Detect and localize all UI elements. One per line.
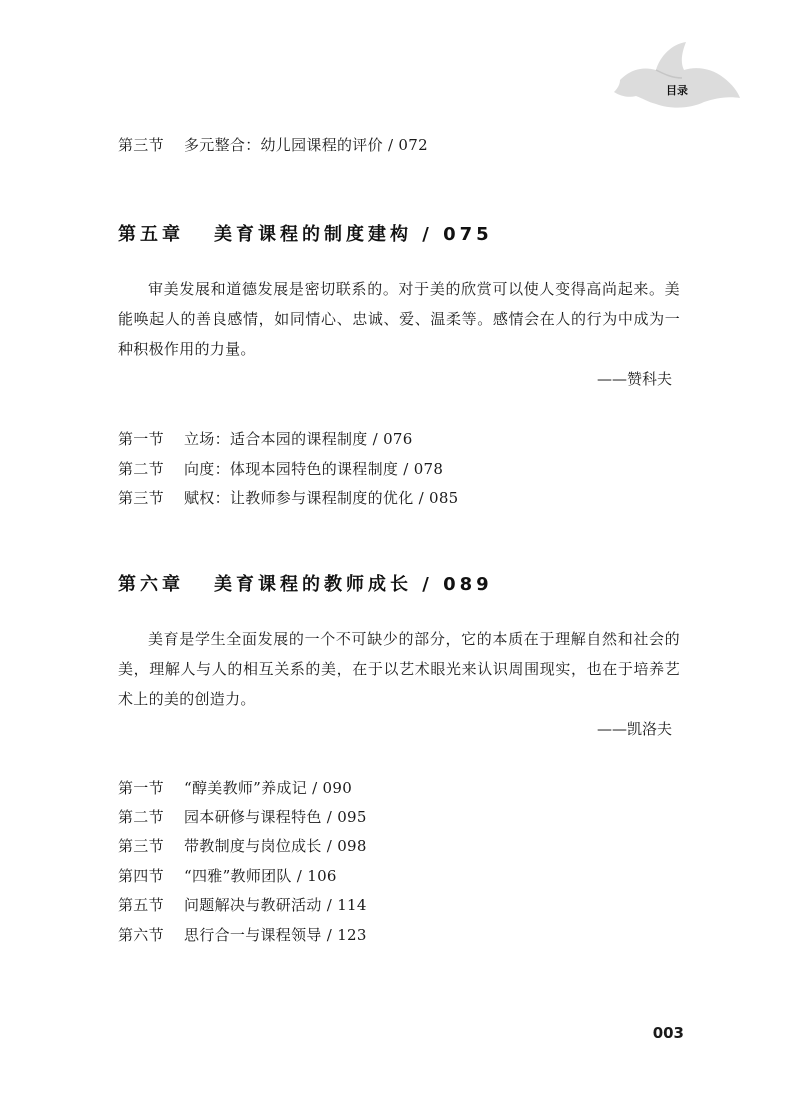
- section-number: 第三节: [118, 489, 164, 507]
- toc-entry[interactable]: [118, 777, 352, 798]
- toc-entry[interactable]: [118, 835, 367, 856]
- section-title: 问题解决与教研活动 / 114: [184, 896, 367, 914]
- section-title: 带教制度与岗位成长 / 098: [184, 837, 367, 855]
- epigraph-attribution: ——凯洛夫: [596, 720, 672, 738]
- running-header: [612, 40, 742, 112]
- section-number: 第二节: [118, 808, 164, 826]
- chapter-title: 美育课程的制度建构 / 075: [214, 224, 493, 245]
- toc-entry[interactable]: [118, 487, 459, 508]
- chapter-epigraph: 美育是学生全面发展的一个不可缺少的部分，它的本质在于理解自然和社会的美，理解人与人的相互关系的美，在于以艺术眼光来认识周围现实，也在于培养艺术上的美的创造力。: [118, 630, 680, 708]
- section-title: “四雅”教师团队 / 106: [184, 867, 337, 885]
- section-title: 思行合一与课程领导 / 123: [184, 926, 367, 944]
- toc-entry[interactable]: [118, 924, 367, 945]
- section-title: 向度：体现本园特色的课程制度 / 078: [184, 460, 444, 478]
- section-title: 多元整合：幼儿园课程的评价 / 072: [184, 136, 428, 154]
- bird-icon: [612, 40, 742, 112]
- epigraph-attribution: ——赞科夫: [596, 370, 672, 388]
- header-label: 目录: [666, 84, 688, 97]
- toc-entry[interactable]: [118, 865, 337, 886]
- toc-entry[interactable]: [118, 894, 367, 915]
- section-number: 第三节: [118, 837, 164, 855]
- section-title: 园本研修与课程特色 / 095: [184, 808, 367, 826]
- toc-entry[interactable]: [118, 806, 367, 827]
- chapter-heading[interactable]: [118, 570, 493, 596]
- chapter-heading[interactable]: [118, 220, 493, 246]
- toc-entry[interactable]: [118, 458, 443, 479]
- page-number: 003: [652, 1024, 684, 1042]
- chapter-number: 第五章: [118, 224, 184, 245]
- section-title: “醇美教师”养成记 / 090: [184, 779, 353, 797]
- section-number: 第五节: [118, 896, 164, 914]
- section-number: 第六节: [118, 926, 164, 944]
- section-number: 第三节: [118, 136, 164, 154]
- chapter-number: 第六章: [118, 574, 184, 595]
- section-number: 第一节: [118, 779, 164, 797]
- chapter-epigraph: 审美发展和道德发展是密切联系的。对于美的欣赏可以使人变得高尚起来。美能唤起人的善良感情，如同情心、忠诚、爱、温柔等。感情会在人的行为中成为一种积极作用的力量。: [118, 280, 680, 358]
- section-number: 第一节: [118, 430, 164, 448]
- section-number: 第二节: [118, 460, 164, 478]
- section-title: 立场：适合本园的课程制度 / 076: [184, 430, 413, 448]
- chapter-title: 美育课程的教师成长 / 089: [214, 574, 493, 595]
- section-title: 赋权：让教师参与课程制度的优化 / 085: [184, 489, 459, 507]
- section-number: 第四节: [118, 867, 164, 885]
- toc-entry[interactable]: [118, 134, 428, 155]
- toc-entry[interactable]: [118, 428, 413, 449]
